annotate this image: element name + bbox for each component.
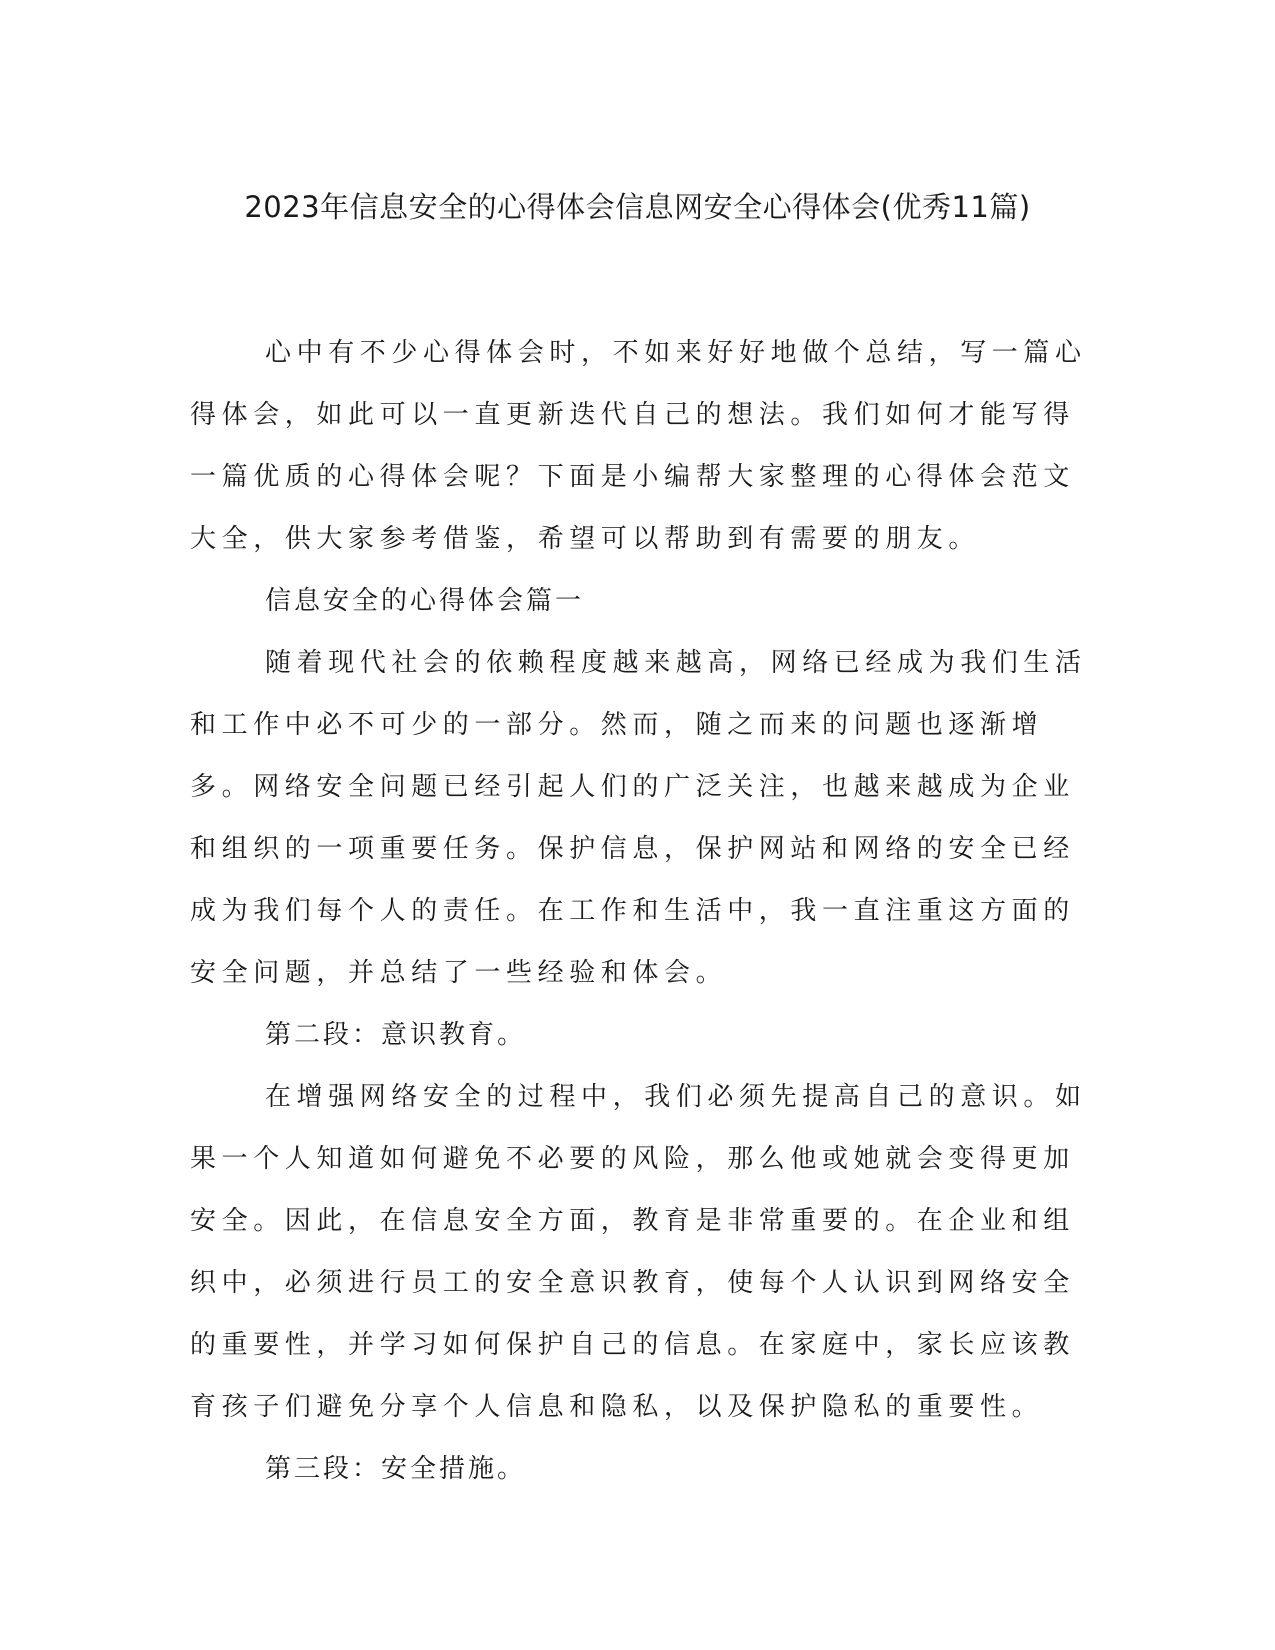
document-title: 2023年信息安全的心得体会信息网安全心得体会(优秀11篇) — [244, 190, 1031, 224]
body-paragraph: 随着现代社会的依赖程度越来越高，网络已经成为我们生活和工作中必不可少的一部分。然而，随之而来的问题也逐渐增多。网络安全问题已经引起人们的广泛关注，也越来越成为企业和组织的一项重要任务。保护信息，保护网站和网络的安全已经成为我们每个人的责任。在工作和生活中，我一直注重这方面的安全问题，并总结了一些经验和体会。 — [190, 648, 1087, 988]
intro-paragraph: 心中有不少心得体会时，不如来好好地做个总结，写一篇心得体会，如此可以一直更新迭代自己的想法。我们如何才能写得一篇优质的心得体会呢？下面是小编帮大家整理的心得体会范文大全，供大家参考借鉴，希望可以帮助到有需要的朋友。 — [190, 338, 1087, 554]
section-heading-3: 第三段：安全措施。 — [265, 1454, 527, 1484]
body-paragraph: 在增强网络安全的过程中，我们必须先提高自己的意识。如果一个人知道如何避免不必要的风险，那么他或她就会变得更加安全。因此，在信息安全方面，教育是非常重要的。在企业和组织中，必须进行员工的安全意识教育，使每个人认识到网络安全的重要性，并学习如何保护自己的信息。在家庭中，家长应该教育孩子们避免分享个人信息和隐私，以及保护隐私的重要性。 — [190, 1082, 1087, 1422]
section-heading-1: 信息安全的心得体会篇一 — [265, 586, 585, 616]
section-heading-2: 第二段：意识教育。 — [265, 1020, 527, 1050]
document-body — [190, 322, 1090, 1500]
